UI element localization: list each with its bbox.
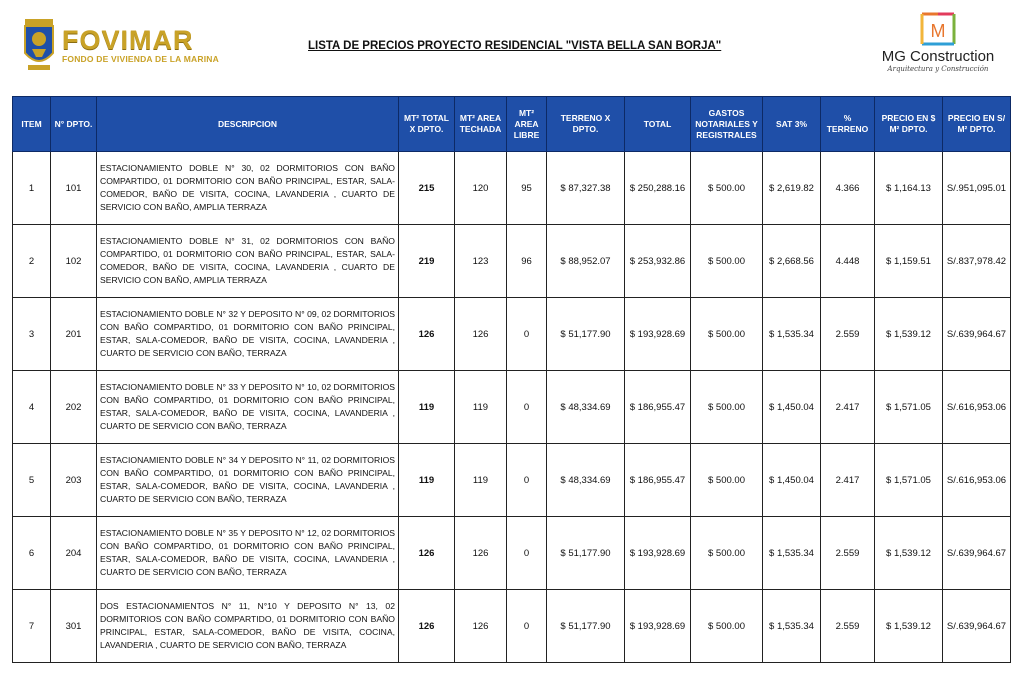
col-dpto: N° DPTO. <box>51 97 97 152</box>
cell-item: 3 <box>13 298 51 371</box>
cell-terreno: $ 51,177.90 <box>547 517 625 590</box>
cell-precio-usd: $ 1,571.05 <box>875 444 943 517</box>
cell-total: $ 253,932.86 <box>625 225 691 298</box>
cell-area-libre: 0 <box>507 371 547 444</box>
cell-mt-total: 126 <box>399 517 455 590</box>
cell-terreno: $ 48,334.69 <box>547 371 625 444</box>
cell-precio-usd: $ 1,539.12 <box>875 590 943 663</box>
cell-pct-terreno: 4.366 <box>821 152 875 225</box>
cell-dpto: 102 <box>51 225 97 298</box>
table-row <box>13 152 1011 225</box>
cell-total: $ 250,288.16 <box>625 152 691 225</box>
cell-dpto: 301 <box>51 590 97 663</box>
cell-item: 1 <box>13 152 51 225</box>
cell-pct-terreno: 2.559 <box>821 590 875 663</box>
partner-name: MG Construction <box>881 48 995 65</box>
cell-terreno: $ 88,952.07 <box>547 225 625 298</box>
cell-mt-total: 126 <box>399 590 455 663</box>
cell-precio-pen: S/.639,964.67 <box>943 590 1011 663</box>
cell-mt-total: 215 <box>399 152 455 225</box>
table-row <box>13 225 1011 298</box>
cell-gastos: $ 500.00 <box>691 298 763 371</box>
cell-sat: $ 2,668.56 <box>763 225 821 298</box>
cell-item: 2 <box>13 225 51 298</box>
cell-dpto: 101 <box>51 152 97 225</box>
cell-sat: $ 1,535.34 <box>763 298 821 371</box>
cell-gastos: $ 500.00 <box>691 444 763 517</box>
col-pct-terreno: % TERRENO <box>821 97 875 152</box>
table-row <box>13 590 1011 663</box>
cell-descripcion: ESTACIONAMIENTO DOBLE N° 32 Y DEPOSITO N° 09, 02 DORMITORIOS CON BAÑO COMPARTIDO, 01 DORMITORIO CON BAÑO PRINCIPAL, ESTAR, SALA-COMEDOR, BAÑO DE VISITA, COCINA, LAVANDERIA , CUARTO DE SERVICIO CON BAÑO, TERRAZA <box>97 298 399 371</box>
cell-area-libre: 0 <box>507 298 547 371</box>
col-descripcion: DESCRIPCION <box>97 97 399 152</box>
partner-subtitle: Arquitectura y Construcción <box>887 65 989 73</box>
cell-total: $ 186,955.47 <box>625 444 691 517</box>
cell-sat: $ 2,619.82 <box>763 152 821 225</box>
cell-precio-pen: S/.616,953.06 <box>943 371 1011 444</box>
table-row <box>13 371 1011 444</box>
cell-area-techada: 119 <box>455 371 507 444</box>
page-header <box>0 0 1024 92</box>
cell-precio-pen: S/.639,964.67 <box>943 517 1011 590</box>
table-header-row <box>13 97 1011 152</box>
cell-area-techada: 120 <box>455 152 507 225</box>
col-total: TOTAL <box>625 97 691 152</box>
cell-precio-pen: S/.616,953.06 <box>943 444 1011 517</box>
fovimar-logo <box>22 14 219 76</box>
mg-square-mark-icon <box>918 10 958 48</box>
col-terreno: TERRENO X DPTO. <box>547 97 625 152</box>
cell-sat: $ 1,450.04 <box>763 444 821 517</box>
col-precio-usd: PRECIO EN $ M² DPTO. <box>875 97 943 152</box>
cell-precio-usd: $ 1,164.13 <box>875 152 943 225</box>
cell-sat: $ 1,450.04 <box>763 371 821 444</box>
brand-name: FOVIMAR <box>62 25 194 55</box>
mg-construction-logo <box>868 10 1008 80</box>
cell-precio-pen: S/.837,978.42 <box>943 225 1011 298</box>
cell-mt-total: 119 <box>399 444 455 517</box>
cell-mt-total: 126 <box>399 298 455 371</box>
cell-gastos: $ 500.00 <box>691 590 763 663</box>
cell-terreno: $ 87,327.38 <box>547 152 625 225</box>
cell-descripcion: ESTACIONAMIENTO DOBLE N° 31, 02 DORMITORIOS CON BAÑO COMPARTIDO, 01 DORMITORIO CON BAÑO PRINCIPAL, ESTAR, SALA-COMEDOR, BAÑO DE VISITA, COCINA, LAVANDERIA , CUARTO DE SERVICIO CON BAÑO, AMPLIA TERRAZA <box>97 225 399 298</box>
mg-mark-letter: M <box>930 21 946 41</box>
cell-area-techada: 126 <box>455 298 507 371</box>
cell-area-techada: 126 <box>455 590 507 663</box>
cell-gastos: $ 500.00 <box>691 152 763 225</box>
cell-area-techada: 119 <box>455 444 507 517</box>
cell-pct-terreno: 2.559 <box>821 517 875 590</box>
cell-item: 7 <box>13 590 51 663</box>
brand-subtitle: FONDO DE VIVIENDA DE LA MARINA <box>62 54 219 64</box>
col-area-techada: MT² AREA TECHADA <box>455 97 507 152</box>
cell-descripcion: DOS ESTACIONAMIENTOS N° 11, N°10 Y DEPOSITO N° 13, 02 DORMITORIOS CON BAÑO COMPARTIDO, 01 DORMITORIO CON BAÑO PRINCIPAL, ESTAR, SALA-COMEDOR, BAÑO DE VISITA, COCINA, LAVANDERIA , CUARTO DE SERVICIO CON BAÑO, TERRAZA <box>97 590 399 663</box>
col-item: ITEM <box>13 97 51 152</box>
cell-dpto: 201 <box>51 298 97 371</box>
col-precio-pen: PRECIO EN S/ M² DPTO. <box>943 97 1011 152</box>
cell-area-techada: 123 <box>455 225 507 298</box>
cell-mt-total: 219 <box>399 225 455 298</box>
cell-dpto: 203 <box>51 444 97 517</box>
price-table <box>12 96 1011 663</box>
cell-pct-terreno: 2.559 <box>821 298 875 371</box>
cell-dpto: 204 <box>51 517 97 590</box>
cell-descripcion: ESTACIONAMIENTO DOBLE N° 34 Y DEPOSITO N° 11, 02 DORMITORIOS CON BAÑO COMPARTIDO, 01 DORMITORIO CON BAÑO PRINCIPAL, ESTAR, SALA-COMEDOR, BAÑO DE VISITA, COCINA, LAVANDERIA , CUARTO DE SERVICIO CON BAÑO, TERRAZA <box>97 444 399 517</box>
cell-area-techada: 126 <box>455 517 507 590</box>
cell-area-libre: 0 <box>507 590 547 663</box>
cell-pct-terreno: 2.417 <box>821 371 875 444</box>
cell-terreno: $ 51,177.90 <box>547 298 625 371</box>
cell-gastos: $ 500.00 <box>691 225 763 298</box>
table-row <box>13 517 1011 590</box>
cell-gastos: $ 500.00 <box>691 517 763 590</box>
cell-total: $ 193,928.69 <box>625 517 691 590</box>
cell-area-libre: 0 <box>507 444 547 517</box>
cell-item: 6 <box>13 517 51 590</box>
cell-descripcion: ESTACIONAMIENTO DOBLE N° 35 Y DEPOSITO N° 12, 02 DORMITORIOS CON BAÑO COMPARTIDO, 01 DORMITORIO CON BAÑO PRINCIPAL, ESTAR, SALA-COMEDOR, BAÑO DE VISITA, COCINA, LAVANDERIA , CUARTO DE SERVICIO CON BAÑO, TERRAZA <box>97 517 399 590</box>
col-mt-total: MT² TOTAL X DPTO. <box>399 97 455 152</box>
cell-area-libre: 95 <box>507 152 547 225</box>
cell-terreno: $ 51,177.90 <box>547 590 625 663</box>
cell-area-libre: 0 <box>507 517 547 590</box>
cell-precio-usd: $ 1,571.05 <box>875 371 943 444</box>
col-sat: SAT 3% <box>763 97 821 152</box>
cell-total: $ 186,955.47 <box>625 371 691 444</box>
cell-total: $ 193,928.69 <box>625 298 691 371</box>
cell-precio-pen: S/.951,095.01 <box>943 152 1011 225</box>
cell-precio-usd: $ 1,539.12 <box>875 517 943 590</box>
col-gastos: GASTOS NOTARIALES Y REGISTRALES <box>691 97 763 152</box>
cell-precio-usd: $ 1,159.51 <box>875 225 943 298</box>
cell-sat: $ 1,535.34 <box>763 517 821 590</box>
table-row <box>13 444 1011 517</box>
cell-sat: $ 1,535.34 <box>763 590 821 663</box>
cell-total: $ 193,928.69 <box>625 590 691 663</box>
cell-terreno: $ 48,334.69 <box>547 444 625 517</box>
cell-item: 4 <box>13 371 51 444</box>
document-title: LISTA DE PRECIOS PROYECTO RESIDENCIAL "VISTA BELLA SAN BORJA" <box>308 40 722 52</box>
cell-area-libre: 96 <box>507 225 547 298</box>
cell-pct-terreno: 2.417 <box>821 444 875 517</box>
cell-pct-terreno: 4.448 <box>821 225 875 298</box>
cell-item: 5 <box>13 444 51 517</box>
table-row <box>13 298 1011 371</box>
cell-dpto: 202 <box>51 371 97 444</box>
cell-descripcion: ESTACIONAMIENTO DOBLE N° 30, 02 DORMITORIOS CON BAÑO COMPARTIDO, 01 DORMITORIO CON BAÑO PRINCIPAL, ESTAR, SALA-COMEDOR, BAÑO DE VISITA, COCINA, LAVANDERIA , CUARTO DE SERVICIO CON BAÑO, AMPLIA TERRAZA <box>97 152 399 225</box>
cell-mt-total: 119 <box>399 371 455 444</box>
col-area-libre: MT² AREA LIBRE <box>507 97 547 152</box>
cell-precio-pen: S/.639,964.67 <box>943 298 1011 371</box>
cell-precio-usd: $ 1,539.12 <box>875 298 943 371</box>
cell-gastos: $ 500.00 <box>691 371 763 444</box>
naval-crest-icon <box>22 17 56 73</box>
cell-descripcion: ESTACIONAMIENTO DOBLE N° 33 Y DEPOSITO N° 10, 02 DORMITORIOS CON BAÑO COMPARTIDO, 01 DORMITORIO CON BAÑO PRINCIPAL, ESTAR, SALA-COMEDOR, BAÑO DE VISITA, COCINA, LAVANDERIA , CUARTO DE SERVICIO CON BAÑO, TERRAZA <box>97 371 399 444</box>
